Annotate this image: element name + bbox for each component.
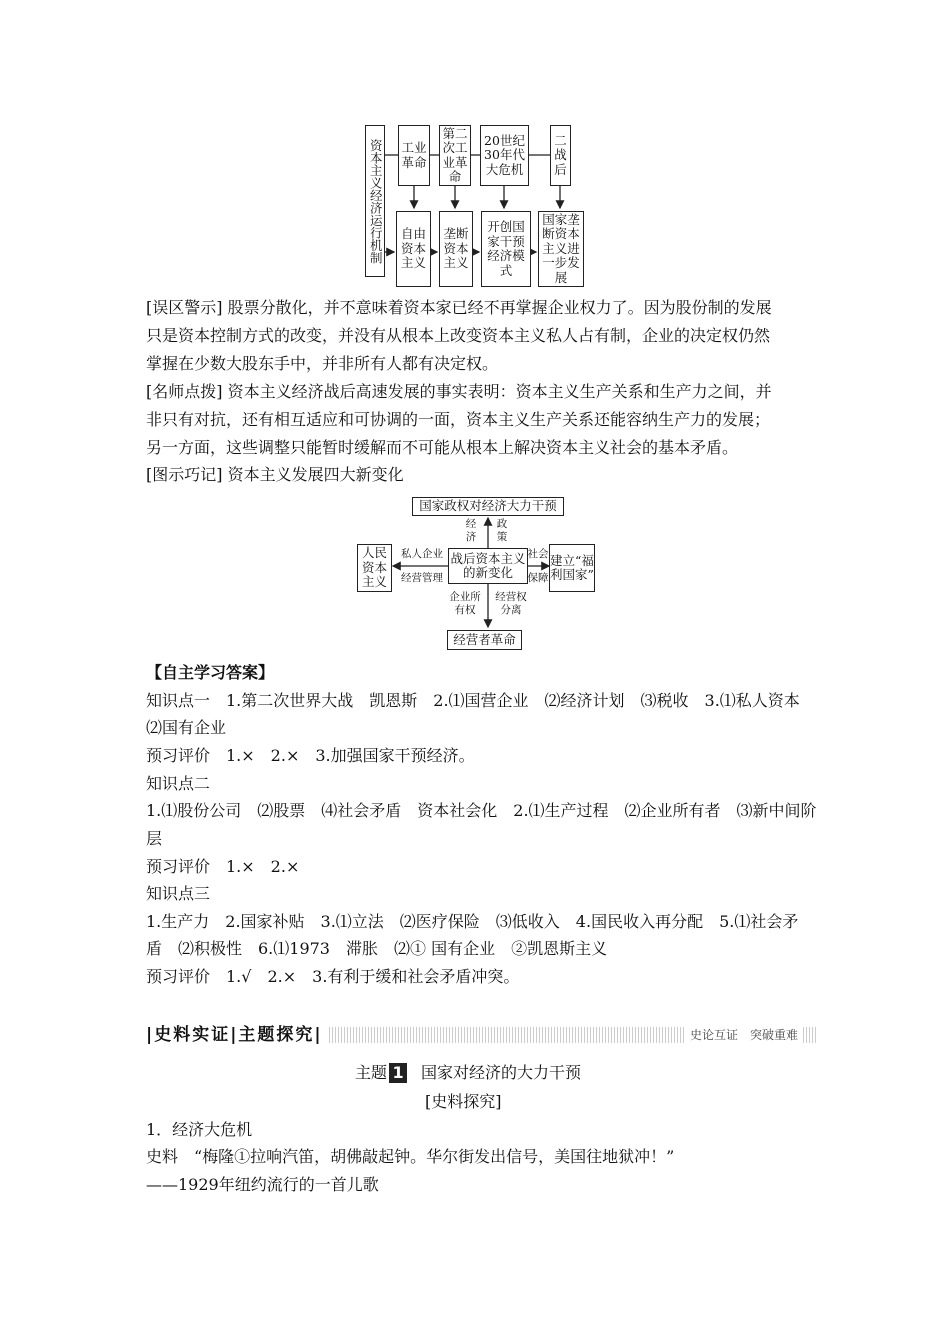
answer-line-8: 知识点三 — [146, 884, 211, 903]
post-war-box: 二战后 — [550, 125, 571, 186]
theme-heading — [355, 1062, 581, 1084]
explore-subheading: [史料探究] — [425, 1092, 502, 1111]
answer-line-6: 层 — [146, 829, 163, 848]
warning-line-2: 只是资本控制方式的改变，并没有从根本上改变资本主义私人占有制，企业的决定权仍然 — [146, 326, 771, 345]
welfare-state-box: 建立“福利国家” — [549, 544, 595, 592]
explore-source: 史料 “梅隆①拉响汽笛，胡佛敲起钟。华尔街发出信号，美国往地狱冲！” — [146, 1147, 675, 1166]
answer-line-5: 1.⑴股份公司 ⑵股票 ⑷社会矛盾 资本社会化 2.⑴生产过程 ⑵企业所有者 ⑶新中间阶 — [146, 801, 817, 820]
state-intervention-top-box: 国家政权对经济大力干预 — [412, 497, 564, 516]
answer-line-2: ⑵国有企业 — [146, 718, 227, 737]
warning-line-3: 掌握在少数大股东手中，并非所有人都有决定权。 — [146, 354, 499, 373]
second-industrial-revolution-box: 第二次工业革命 — [439, 125, 471, 186]
theme-prefix: 主题 — [355, 1063, 388, 1082]
banner-subtitle: 史论互证 突破重难 — [686, 1026, 802, 1044]
people-capitalism-box: 人民资本主义 — [357, 544, 392, 592]
tip-line-3: 另一方面，这些调整只能暂时缓解而不可能从根本上解决资本主义社会的基本矛盾。 — [146, 438, 739, 457]
answer-line-1: 知识点一 1.第二次世界大战 凯恩斯 2.⑴国营企业 ⑵经济计划 ⑶税收 3.⑴私人资本 — [146, 691, 800, 710]
explore-item: 1．经济大危机 — [146, 1120, 253, 1139]
theme-number-badge: 1 — [389, 1063, 407, 1083]
answer-line-4: 知识点二 — [146, 774, 211, 793]
warning-line-1: [误区警示] 股票分散化，并不意味着资本家已经不再掌握企业权力了。因为股份制的发展 — [146, 298, 772, 317]
state-monopoly-box: 国家垄断资本主义进一步发展 — [538, 211, 584, 287]
label-private-enterprise: 私人企业 — [401, 548, 443, 560]
answer-line-10: 盾 ⑵积极性 6.⑴1973 滞胀 ⑵① 国有企业 ②凯恩斯主义 — [146, 939, 608, 958]
label-ownership: 企业所有权 — [449, 591, 481, 616]
explore-citation: ——1929年纽约流行的一首儿歌 — [146, 1175, 379, 1194]
answer-line-9: 1.生产力 2.国家补贴 3.⑴立法 ⑵医疗保险 ⑶低收入 4.国民收入再分配 5.⑴社会矛 — [146, 912, 799, 931]
postwar-change-center-box: 战后资本主义的新变化 — [448, 548, 528, 584]
label-guarantee: 保障 — [527, 572, 549, 584]
great-depression-box: 20世纪30年代大危机 — [480, 125, 529, 186]
answers-heading: 【自主学习答案】 — [146, 663, 275, 682]
manager-revolution-box: 经营者革命 — [447, 630, 522, 650]
section-banner — [146, 1023, 816, 1047]
label-social: 社会 — [527, 548, 549, 560]
answer-line-3: 预习评价 1.× 2.× 3.加强国家干预经济。 — [146, 746, 475, 765]
state-intervention-box: 开创国家干预经济模式 — [481, 211, 531, 287]
label-separation: 经营权分离 — [495, 591, 527, 616]
monopoly-capitalism-box: 垄断资本主义 — [439, 211, 473, 287]
banner-title: |史料实证|主题探究| — [146, 1025, 323, 1045]
industrial-revolution-box: 工业革命 — [398, 125, 430, 186]
figure-title: [图示巧记] 资本主义发展四大新变化 — [146, 465, 404, 484]
theme-title: 国家对经济的大力干预 — [421, 1063, 582, 1082]
label-management: 经营管理 — [401, 572, 443, 584]
answer-line-7: 预习评价 1.× 2.× — [146, 857, 300, 876]
tip-line-1: [名师点拨] 资本主义经济战后高速发展的事实表明：资本主义生产关系和生产力之间，并 — [146, 382, 772, 401]
mechanism-box: 资本主义经济运行机制 — [365, 125, 385, 277]
label-economy: 经济 — [465, 518, 477, 543]
answer-line-11: 预习评价 1.√ 2.× 3.有利于缓和社会矛盾冲突。 — [146, 967, 520, 986]
free-capitalism-box: 自由资本主义 — [396, 211, 431, 287]
tip-line-2: 非只有对抗，还有相互适应和可协调的一面，资本主义生产关系还能容纳生产力的发展； — [146, 410, 771, 429]
label-policy: 政策 — [496, 518, 508, 543]
